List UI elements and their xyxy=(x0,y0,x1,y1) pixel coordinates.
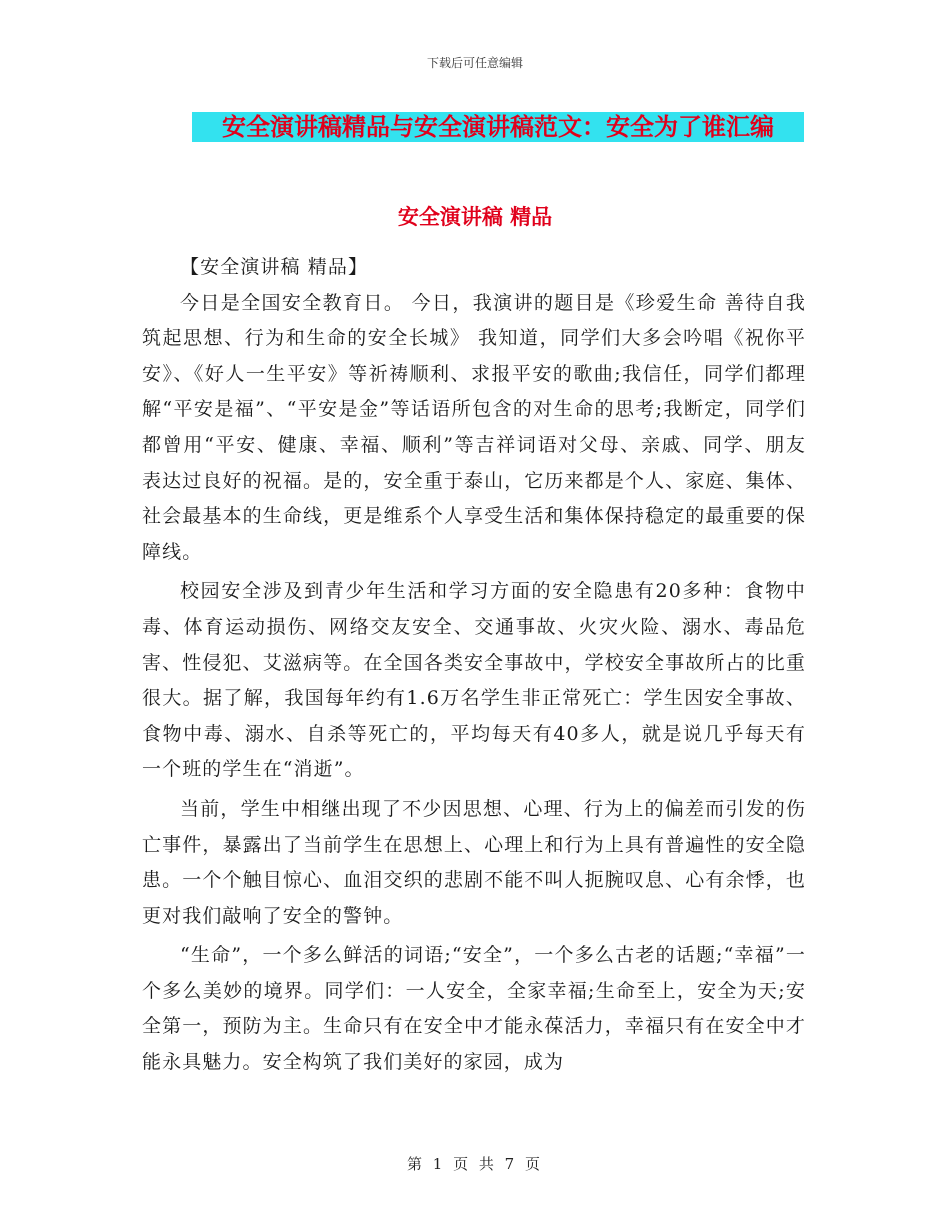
paragraph: 当前，学生中相继出现了不少因思想、心理、行为上的偏差而引发的伤亡事件，暴露出了当前学生在思想上、心理上和行为上具有普遍性的安全隐患。一个个触目惊心、血泪交织的悲剧不能不叫人扼腕叹息、心有余悸，也更对我们敲响了安全的警钟。 xyxy=(142,797,806,927)
paragraph: 校园安全涉及到青少年生活和学习方面的安全隐患有20多种：食物中毒、体育运动损伤、网络交友安全、交通事故、火灾火险、溺水、毒品危害、性侵犯、艾滋病等。在全国各类安全事故中，学校安全事故所占的比重很大。据了解，我国每年约有1.6万名学生非正常死亡：学生因安全事故、食物中毒、溺水、自杀等死亡的，平均每天有40多人，就是说几乎每天有一个班的学生在“消逝”。 xyxy=(142,580,806,781)
section-title: 安全演讲稿 精品 xyxy=(397,205,553,229)
paragraph: 今日是全国安全教育日。 今日，我演讲的题目是《珍爱生命 善待自我 筑起思想、行为和生命的安全长城》 我知道，同学们大多会吟唱《祝你平安》、《好人一生平安》等祈祷顺利、求报平安的歌曲;我信任，同学们都理解“平安是福”、“平安是金”等话语所包含的对生命的思考;我断定，同学们都曾用“平安、健康、幸福、顺利”等吉祥词语对父母、亲戚、同学、朋友表达过良好的祝福。是的，安全重于泰山，它历来都是个人、家庭、集体、社会最基本的生命线，更是维系个人享受生活和集体保持稳定的最重要的保障线。 xyxy=(142,291,806,563)
page-footer: 第 1 页 共 7 页 xyxy=(407,1155,543,1173)
header-note: 下载后可任意编辑 xyxy=(426,56,523,70)
document-title: 安全演讲稿精品与安全演讲稿范文：安全为了谁汇编 xyxy=(192,112,804,142)
body-label: 【安全演讲稿 精品】 xyxy=(180,256,369,278)
paragraph: “生命”，一个多么鲜活的词语;“安全”，一个多么古老的话题;“幸福”一个多么美妙的境界。同学们：一人安全，全家幸福;生命至上，安全为天;安全第一，预防为主。生命只有在安全中才能永葆活力，幸福只有在安全中才能永具魅力。安全构筑了我们美好的家园，成为 xyxy=(142,944,806,1074)
body-text xyxy=(142,250,806,1081)
